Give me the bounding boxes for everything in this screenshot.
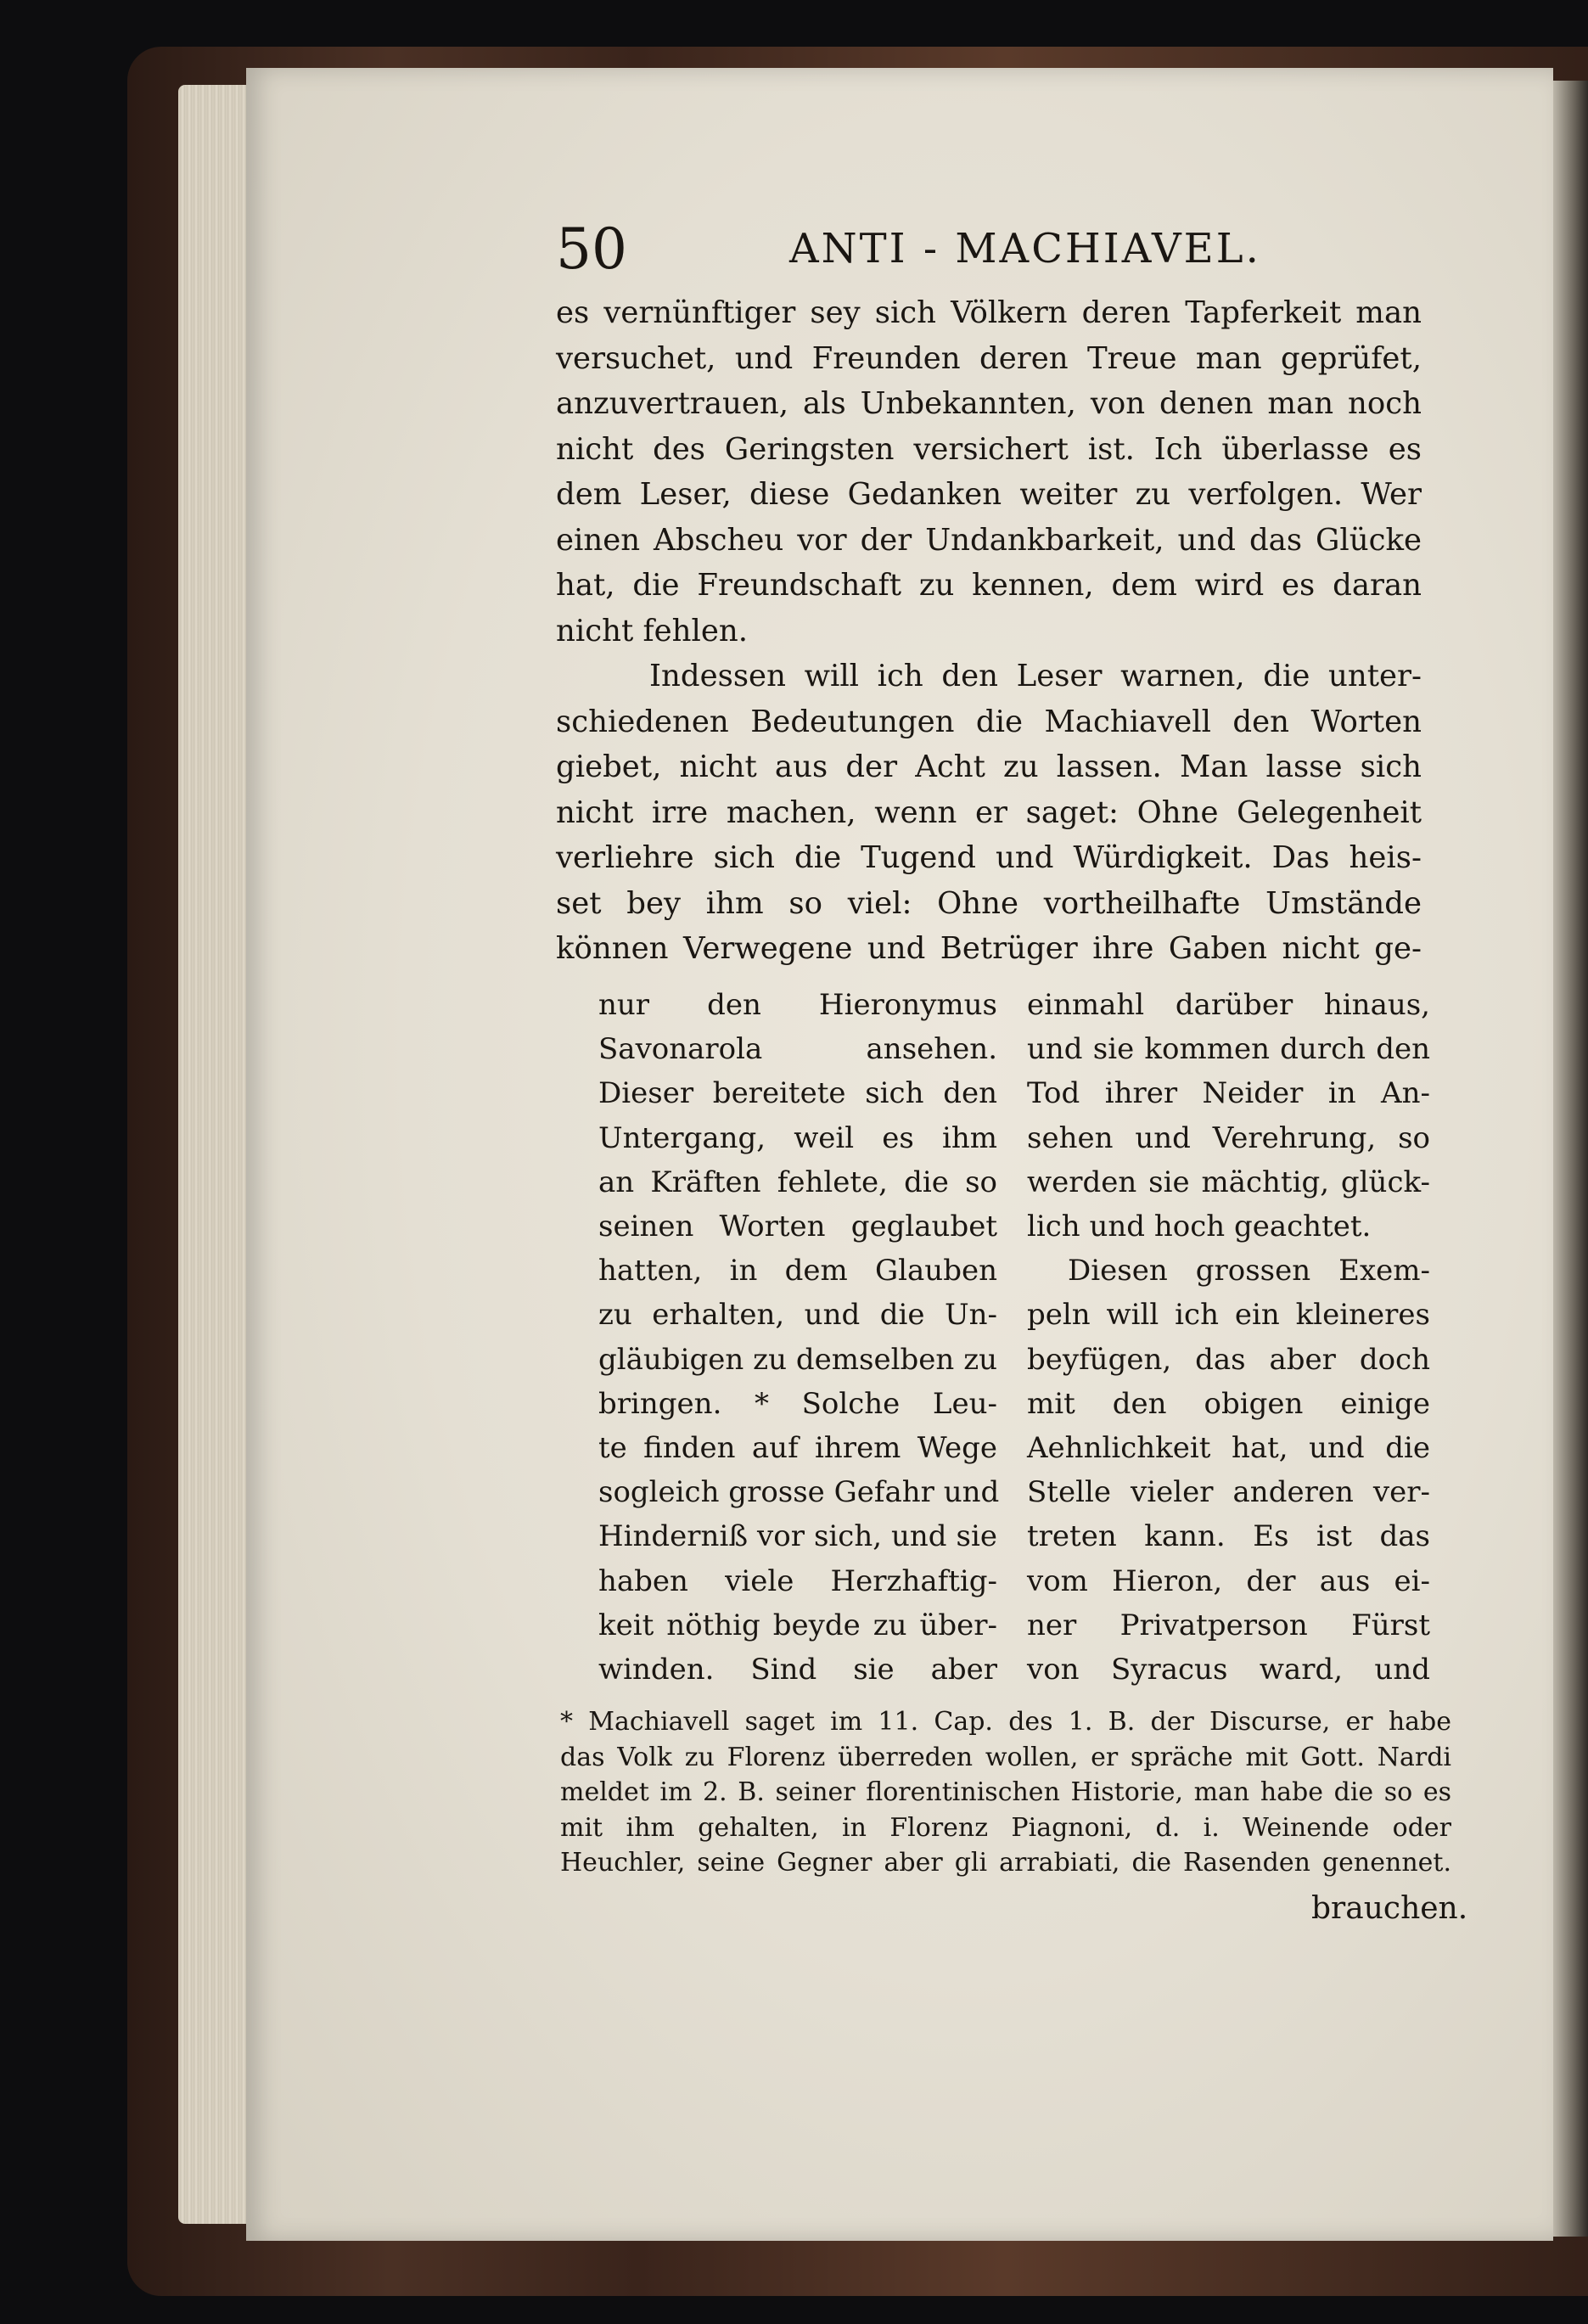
column-line: werden sie mächtig, glück- xyxy=(1027,1165,1430,1199)
column-line: seinen Worten geglaubet xyxy=(598,1210,997,1244)
footnote-line: Heuchler, seine Gegner aber gli arrabiati, die Rasenden genennet. xyxy=(560,1848,1451,1878)
column-line: Aehnlichkeit hat, und die xyxy=(1027,1431,1430,1466)
column-line: von Syracus ward, und xyxy=(1027,1653,1430,1687)
column-line: Diesen grossen Exem- xyxy=(1068,1254,1430,1288)
page-number: 50 xyxy=(556,216,627,282)
text-line: versuchet, und Freunden deren Treue man geprüfet, xyxy=(556,340,1422,376)
text-line: einen Abscheu vor der Undankbarkeit, und das Glücke xyxy=(556,522,1422,558)
column-line: ner Privatperson Fürst xyxy=(1027,1608,1430,1642)
column-line: treten kann. Es ist das xyxy=(1027,1519,1430,1554)
facing-page-edge xyxy=(1553,81,1588,2237)
column-line: Dieser bereitete sich den xyxy=(598,1076,997,1111)
column-line: peln will ich ein kleineres xyxy=(1027,1298,1430,1333)
text-line: nicht irre machen, wenn er saget: Ohne Gelegenheit xyxy=(556,794,1422,830)
column-line: Untergang, weil es ihm xyxy=(598,1120,997,1155)
column-line: mit den obigen einige xyxy=(1027,1386,1430,1421)
footnote xyxy=(560,1704,1451,1881)
left-column xyxy=(598,983,1000,1692)
text-line: giebet, nicht aus der Acht zu lassen. Man lasse sich xyxy=(556,749,1422,784)
column-line: Savonarola ansehen. xyxy=(598,1032,997,1067)
column-line: hatten, in dem Glauben xyxy=(598,1254,997,1288)
column-line: zu erhalten, und die Un- xyxy=(598,1298,997,1333)
text-line: anzuvertrauen, als Unbekannten, von denen man noch xyxy=(556,386,1422,421)
column-line: Tod ihrer Neider in An- xyxy=(1027,1076,1430,1111)
text-line: set bey ihm so viel: Ohne vortheilhafte Umstände xyxy=(556,885,1422,921)
column-line: haben viele Herzhaftig- xyxy=(598,1563,997,1598)
column-line: keit nöthig beyde zu über- xyxy=(598,1608,997,1642)
text-line: nicht des Geringsten versichert ist. Ich überlasse es xyxy=(556,431,1422,467)
text-line: es vernünftiger sey sich Völkern deren Tapferkeit man xyxy=(556,295,1422,330)
column-line: an Kräften fehlete, die so xyxy=(598,1165,997,1199)
running-title: ANTI - MACHIAVEL. xyxy=(789,225,1261,272)
text-line: können Verwegene und Betrüger ihre Gaben nicht ge- xyxy=(556,931,1422,966)
text-line: nicht fehlen. xyxy=(556,613,749,648)
column-line: bringen. * Solche Leu- xyxy=(598,1386,997,1421)
main-text xyxy=(556,290,1422,972)
page-edges xyxy=(178,85,255,2224)
footnote-line: mit ihm gehalten, in Florenz Piagnoni, d. i. Weinende oder xyxy=(560,1812,1451,1843)
text-line: hat, die Freundschaft zu kennen, dem wird es daran xyxy=(556,568,1422,603)
column-line: Hinderniß vor sich, und sie xyxy=(598,1519,997,1554)
column-line: sehen und Verehrung, so xyxy=(1027,1120,1430,1155)
column-line: Stelle vieler anderen ver- xyxy=(1027,1475,1430,1510)
footnote-line: meldet im 2. B. seiner florentinischen Historie, man habe die so es xyxy=(560,1777,1451,1807)
column-line: gläubigen zu demselben zu xyxy=(598,1342,997,1377)
column-line: beyfügen, das aber doch xyxy=(1027,1342,1430,1377)
footnote-line: * Machiavell saget im 11. Cap. des 1. B. der Discurse, er habe xyxy=(560,1707,1451,1737)
column-line: winden. Sind sie aber xyxy=(598,1653,997,1687)
text-line: dem Leser, diese Gedanken weiter zu verfolgen. Wer xyxy=(556,477,1422,512)
column-line: vom Hieron, der aus ei- xyxy=(1027,1563,1430,1598)
text-line: Indessen will ich den Leser warnen, die unter- xyxy=(649,659,1422,693)
footnote-line: das Volk zu Florenz überreden wollen, er spräche mit Gott. Nardi xyxy=(560,1742,1451,1772)
column-line: einmahl darüber hinaus, xyxy=(1027,988,1430,1022)
right-column xyxy=(1027,983,1430,1692)
catchword: brauchen. xyxy=(1311,1891,1468,1926)
column-line: nur den Hieronymus xyxy=(598,988,997,1022)
text-line: schiedenen Bedeutungen die Machiavell den Worten xyxy=(556,704,1422,739)
column-line: lich und hoch geachtet. xyxy=(1027,1210,1372,1244)
text-line: verliehre sich die Tugend und Würdigkeit. Das heis- xyxy=(556,840,1422,875)
column-line: sogleich grosse Gefahr und xyxy=(598,1475,1000,1510)
column-line: te finden auf ihrem Wege xyxy=(598,1431,997,1466)
column-line: und sie kommen durch den xyxy=(1027,1032,1430,1067)
